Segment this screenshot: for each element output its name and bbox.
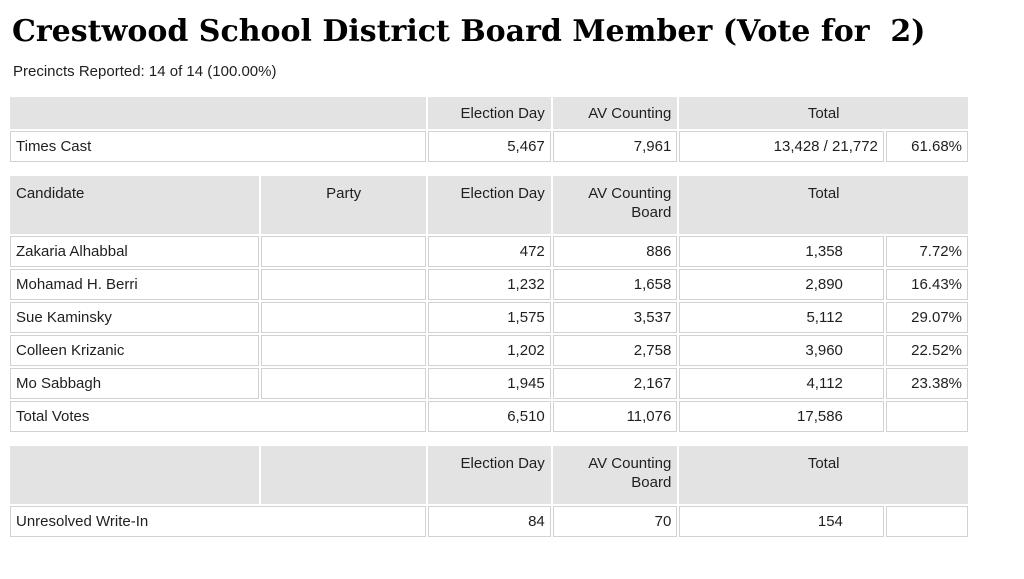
av-counting-board-cell: 11,076 xyxy=(553,401,678,432)
write-in-header-blank-candidate xyxy=(10,446,259,504)
candidate-name-cell: Zakaria Alhabbal xyxy=(10,236,259,267)
write-in-header-row xyxy=(10,446,968,504)
write-in-table xyxy=(8,444,970,539)
write-in-header-total: Total xyxy=(679,446,968,504)
candidate-name-cell: Colleen Krizanic xyxy=(10,335,259,366)
candidates-header-candidate: Candidate xyxy=(10,176,259,234)
candidate-name-cell: Mo Sabbagh xyxy=(10,368,259,399)
av-counting-board-cell: 3,537 xyxy=(553,302,678,333)
total-cell: 154 xyxy=(679,506,884,537)
percent-cell xyxy=(886,401,968,432)
candidates-header-party: Party xyxy=(261,176,426,234)
av-counting-board-cell: 2,758 xyxy=(553,335,678,366)
av-counting-board-cell: 886 xyxy=(553,236,678,267)
candidates-header-av-counting-board: AV Counting Board xyxy=(553,176,678,234)
candidate-name-cell: Sue Kaminsky xyxy=(10,302,259,333)
times-cast-header-election-day: Election Day xyxy=(428,97,551,129)
candidates-header-total: Total xyxy=(679,176,968,234)
party-cell xyxy=(261,269,426,300)
write-in-header-election-day: Election Day xyxy=(428,446,551,504)
percent-cell: 29.07% xyxy=(886,302,968,333)
election-day-cell: 472 xyxy=(428,236,551,267)
election-day-cell: 6,510 xyxy=(428,401,551,432)
candidate-name-cell: Mohamad H. Berri xyxy=(10,269,259,300)
total-votes-label: Total Votes xyxy=(10,401,426,432)
av-counting-board-cell: 70 xyxy=(553,506,678,537)
total-cell: 1,358 xyxy=(679,236,884,267)
candidates-header-row xyxy=(10,176,968,234)
percent-cell: 7.72% xyxy=(886,236,968,267)
total-cell: 17,586 xyxy=(679,401,884,432)
times-cast-row xyxy=(10,131,968,162)
times-cast-label: Times Cast xyxy=(10,131,426,162)
election-day-cell: 1,575 xyxy=(428,302,551,333)
av-counting-board-cell: 2,167 xyxy=(553,368,678,399)
times-cast-header-total: Total xyxy=(679,97,968,129)
total-cell: 4,112 xyxy=(679,368,884,399)
party-cell xyxy=(261,335,426,366)
election-day-cell: 1,202 xyxy=(428,335,551,366)
times-cast-total: 13,428 / 21,772 xyxy=(679,131,884,162)
times-cast-av-counting: 7,961 xyxy=(553,131,678,162)
election-day-cell: 84 xyxy=(428,506,551,537)
times-cast-table xyxy=(8,95,970,164)
total-cell: 5,112 xyxy=(679,302,884,333)
write-in-label: Unresolved Write-In xyxy=(10,506,426,537)
election-day-cell: 1,232 xyxy=(428,269,551,300)
candidate-row xyxy=(10,335,968,366)
page-title: Crestwood School District Board Member (Vote for 2) xyxy=(12,14,926,49)
election-day-cell: 1,945 xyxy=(428,368,551,399)
party-cell xyxy=(261,236,426,267)
times-cast-header-blank xyxy=(10,97,426,129)
write-in-row xyxy=(10,506,968,537)
candidate-row xyxy=(10,368,968,399)
precincts-reported: Precincts Reported: 14 of 14 (100.00%) xyxy=(13,63,277,80)
candidate-row xyxy=(10,302,968,333)
av-counting-board-cell: 1,658 xyxy=(553,269,678,300)
write-in-header-av-counting-board: AV Counting Board xyxy=(553,446,678,504)
candidate-row xyxy=(10,269,968,300)
times-cast-header-row xyxy=(10,97,968,129)
write-in-header-blank-party xyxy=(261,446,426,504)
party-cell xyxy=(261,302,426,333)
percent-cell: 23.38% xyxy=(886,368,968,399)
total-cell: 2,890 xyxy=(679,269,884,300)
percent-cell xyxy=(886,506,968,537)
total-cell: 3,960 xyxy=(679,335,884,366)
total-votes-row xyxy=(10,401,968,432)
candidates-header-election-day: Election Day xyxy=(428,176,551,234)
candidates-table xyxy=(8,174,970,434)
percent-cell: 16.43% xyxy=(886,269,968,300)
candidate-row xyxy=(10,236,968,267)
times-cast-header-av-counting: AV Counting xyxy=(553,97,678,129)
percent-cell: 22.52% xyxy=(886,335,968,366)
times-cast-election-day: 5,467 xyxy=(428,131,551,162)
party-cell xyxy=(261,368,426,399)
times-cast-percent: 61.68% xyxy=(886,131,968,162)
